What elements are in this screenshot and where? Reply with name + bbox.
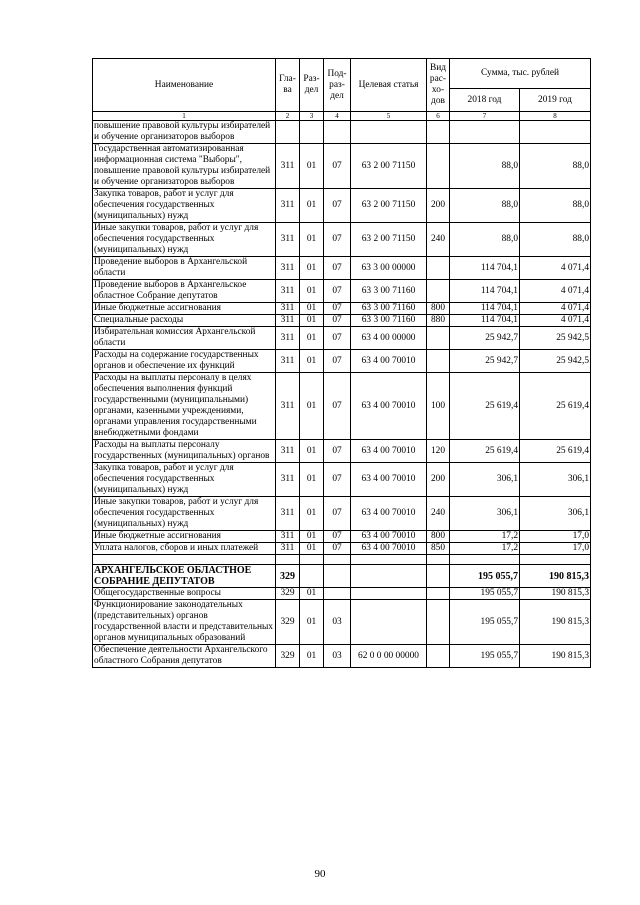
cell-sum-2019 [520,555,591,565]
cell-name: Расходы на выплаты персоналу в целях обеспечения выполнения функций государственными (муниципальными) органами, казенными учреждениями, органами управления государственными внебюджетными фондами [93,373,276,440]
cell-glava: 311 [276,144,300,189]
cell-podrazdel: 03 [324,600,351,645]
cell-expense-type [427,588,450,600]
table-body [93,121,591,668]
cell-sum-2018: 195 055,7 [450,600,520,645]
page-number: 90 [314,868,326,880]
cell-podrazdel: 07 [324,497,351,531]
cell-sum-2019: 190 815,3 [520,645,591,668]
cell-sum-2018: 306,1 [450,463,520,497]
cell-name: повышение правовой культуры избирателей и обучение организаторов выборов [93,121,276,144]
cell-razdel [300,565,324,588]
column-number: 6 [427,112,450,121]
cell-sum-2019: 4 071,4 [520,303,591,315]
cell-name: Иные закупки товаров, работ и услуг для обеспечения государственных (муниципальных) нужд [93,497,276,531]
header-sum: Сумма, тыс. рублей [450,59,591,89]
cell-expense-type: 240 [427,497,450,531]
cell-razdel: 01 [300,588,324,600]
cell-sum-2018 [450,555,520,565]
cell-razdel: 01 [300,315,324,327]
cell-sum-2019: 17,0 [520,543,591,555]
cell-expense-type: 800 [427,531,450,543]
header-row [93,59,591,89]
cell-target-article: 63 4 00 70010 [351,373,427,440]
cell-razdel: 01 [300,497,324,531]
cell-target-article: 63 4 00 70010 [351,463,427,497]
cell-razdel: 01 [300,645,324,668]
cell-name: Проведение выборов в Архангельское областное Собрание депутатов [93,280,276,303]
cell-name: Иные закупки товаров, работ и услуг для обеспечения государственных (муниципальных) нужд [93,223,276,257]
table-row [93,531,591,543]
cell-target-article: 63 4 00 70010 [351,543,427,555]
header-podrazdel: Под-раз-дел [324,59,351,112]
cell-target-article [351,600,427,645]
table-row [93,463,591,497]
budget-table [92,58,591,668]
cell-expense-type: 850 [427,543,450,555]
cell-target-article: 62 0 0 00 00000 [351,645,427,668]
table-row [93,327,591,350]
cell-sum-2019: 25 942,5 [520,350,591,373]
cell-sum-2019: 17,0 [520,531,591,543]
cell-razdel [300,555,324,565]
cell-razdel: 01 [300,440,324,463]
cell-name: Расходы на содержание государственных органов и обеспечение их функций [93,350,276,373]
cell-glava: 311 [276,315,300,327]
cell-razdel: 01 [300,303,324,315]
table-row [93,303,591,315]
cell-razdel: 01 [300,280,324,303]
cell-glava: 311 [276,497,300,531]
cell-glava: 311 [276,463,300,497]
cell-sum-2018: 25 619,4 [450,373,520,440]
cell-razdel: 01 [300,257,324,280]
cell-glava: 311 [276,327,300,350]
cell-target-article: 63 2 00 71150 [351,144,427,189]
table-row [93,600,591,645]
cell-target-article: 63 4 00 00000 [351,327,427,350]
column-number: 1 [93,112,276,121]
table-row [93,223,591,257]
cell-glava: 311 [276,223,300,257]
cell-name: Уплата налогов, сборов и иных платежей [93,543,276,555]
cell-name: Общегосударственные вопросы [93,588,276,600]
cell-podrazdel: 07 [324,144,351,189]
table-row [93,189,591,223]
cell-glava: 311 [276,303,300,315]
header-razdel: Раз-дел [300,59,324,112]
cell-razdel: 01 [300,350,324,373]
column-number: 2 [276,112,300,121]
cell-podrazdel [324,565,351,588]
cell-podrazdel [324,121,351,144]
table-row [93,144,591,189]
cell-podrazdel: 07 [324,189,351,223]
cell-target-article: 63 4 00 70010 [351,440,427,463]
cell-target-article: 63 3 00 00000 [351,257,427,280]
cell-name: Иные бюджетные ассигнования [93,303,276,315]
table-row [93,440,591,463]
table-row [93,543,591,555]
cell-podrazdel: 07 [324,303,351,315]
cell-razdel: 01 [300,189,324,223]
cell-sum-2018: 114 704,1 [450,257,520,280]
cell-sum-2018: 306,1 [450,497,520,531]
cell-sum-2019: 25 942,5 [520,327,591,350]
cell-sum-2019 [520,121,591,144]
cell-sum-2019: 190 815,3 [520,588,591,600]
cell-target-article: 63 2 00 71150 [351,223,427,257]
cell-expense-type [427,645,450,668]
table-row [93,645,591,668]
cell-target-article: 63 2 00 71150 [351,189,427,223]
cell-sum-2018: 88,0 [450,223,520,257]
cell-sum-2019: 190 815,3 [520,600,591,645]
cell-sum-2018: 195 055,7 [450,565,520,588]
cell-podrazdel: 07 [324,440,351,463]
cell-expense-type: 240 [427,223,450,257]
cell-podrazdel [324,588,351,600]
cell-name: АРХАНГЕЛЬСКОЕ ОБЛАСТНОЕ СОБРАНИЕ ДЕПУТАТОВ [93,565,276,588]
cell-sum-2018: 88,0 [450,189,520,223]
cell-sum-2019: 88,0 [520,223,591,257]
cell-razdel: 01 [300,543,324,555]
table-row [93,373,591,440]
table-row [93,280,591,303]
cell-glava [276,555,300,565]
cell-expense-type [427,121,450,144]
cell-expense-type [427,280,450,303]
cell-sum-2019: 4 071,4 [520,280,591,303]
cell-podrazdel: 03 [324,645,351,668]
cell-podrazdel: 07 [324,350,351,373]
cell-expense-type [427,600,450,645]
cell-name: Специальные расходы [93,315,276,327]
cell-target-article: 63 3 00 71160 [351,315,427,327]
cell-sum-2019: 4 071,4 [520,257,591,280]
cell-razdel: 01 [300,144,324,189]
table-row [93,565,591,588]
cell-glava: 311 [276,257,300,280]
cell-name [93,555,276,565]
cell-podrazdel: 07 [324,463,351,497]
cell-podrazdel: 07 [324,280,351,303]
cell-podrazdel: 07 [324,543,351,555]
column-number: 4 [324,112,351,121]
cell-sum-2018: 114 704,1 [450,303,520,315]
cell-razdel: 01 [300,463,324,497]
header-target-article: Целевая статья [351,59,427,112]
header-name: Наименование [93,59,276,112]
cell-podrazdel: 07 [324,373,351,440]
cell-name: Закупка товаров, работ и услуг для обеспечения государственных (муниципальных) нужд [93,463,276,497]
header-year-2019: 2019 год [520,89,591,112]
cell-expense-type: 120 [427,440,450,463]
table-row [93,121,591,144]
cell-sum-2019: 306,1 [520,497,591,531]
table-row [93,257,591,280]
cell-sum-2018: 88,0 [450,144,520,189]
cell-podrazdel: 07 [324,257,351,280]
table-row [93,497,591,531]
table-row [93,588,591,600]
cell-expense-type: 200 [427,189,450,223]
cell-target-article: 63 3 00 71160 [351,303,427,315]
column-number: 3 [300,112,324,121]
cell-sum-2018 [450,121,520,144]
cell-sum-2018: 25 619,4 [450,440,520,463]
column-number-row [93,112,591,121]
cell-podrazdel: 07 [324,531,351,543]
cell-podrazdel [324,555,351,565]
cell-razdel: 01 [300,531,324,543]
cell-sum-2018: 195 055,7 [450,645,520,668]
cell-sum-2018: 25 942,7 [450,350,520,373]
cell-podrazdel: 07 [324,327,351,350]
cell-sum-2019: 88,0 [520,144,591,189]
cell-sum-2018: 17,2 [450,531,520,543]
cell-expense-type [427,144,450,189]
cell-razdel: 01 [300,373,324,440]
cell-expense-type: 800 [427,303,450,315]
cell-name: Иные бюджетные ассигнования [93,531,276,543]
cell-name: Функционирование законодательных (представительных) органов государственной власти и представительных органов муниципальных образований [93,600,276,645]
cell-podrazdel: 07 [324,315,351,327]
cell-sum-2018: 114 704,1 [450,280,520,303]
cell-name: Закупка товаров, работ и услуг для обеспечения государственных (муниципальных) нужд [93,189,276,223]
cell-sum-2018: 17,2 [450,543,520,555]
cell-glava: 311 [276,440,300,463]
cell-target-article [351,588,427,600]
cell-sum-2019: 25 619,4 [520,373,591,440]
cell-target-article: 63 4 00 70010 [351,531,427,543]
cell-sum-2018: 195 055,7 [450,588,520,600]
cell-expense-type: 880 [427,315,450,327]
table-row [93,555,591,565]
cell-glava: 329 [276,588,300,600]
header-expense-type: Вид рас-хо-дов [427,59,450,112]
cell-expense-type: 100 [427,373,450,440]
cell-glava: 311 [276,373,300,440]
cell-razdel [300,121,324,144]
cell-expense-type [427,257,450,280]
table-row [93,315,591,327]
cell-expense-type [427,565,450,588]
cell-razdel: 01 [300,223,324,257]
header-glava: Гла-ва [276,59,300,112]
cell-podrazdel: 07 [324,223,351,257]
cell-sum-2019: 88,0 [520,189,591,223]
cell-name: Государственная автоматизированная информационная система "Выборы", повышение правовой культуры избирателей и обучение организаторов выборов [93,144,276,189]
cell-glava: 311 [276,189,300,223]
cell-target-article [351,565,427,588]
cell-expense-type [427,327,450,350]
cell-sum-2019: 306,1 [520,463,591,497]
cell-glava: 311 [276,531,300,543]
cell-sum-2019: 190 815,3 [520,565,591,588]
cell-sum-2018: 25 942,7 [450,327,520,350]
cell-glava: 329 [276,600,300,645]
cell-glava [276,121,300,144]
cell-sum-2019: 25 619,4 [520,440,591,463]
column-number: 8 [520,112,591,121]
table-row [93,350,591,373]
cell-target-article: 63 4 00 70010 [351,497,427,531]
cell-glava: 311 [276,280,300,303]
column-number: 7 [450,112,520,121]
cell-name: Избирательная комиссия Архангельской области [93,327,276,350]
cell-expense-type: 200 [427,463,450,497]
cell-razdel: 01 [300,327,324,350]
header-year-2018: 2018 год [450,89,520,112]
cell-glava: 311 [276,350,300,373]
cell-target-article: 63 3 00 71160 [351,280,427,303]
cell-target-article [351,121,427,144]
cell-target-article [351,555,427,565]
column-number: 5 [351,112,427,121]
cell-glava: 311 [276,543,300,555]
cell-target-article: 63 4 00 70010 [351,350,427,373]
cell-razdel: 01 [300,600,324,645]
cell-sum-2018: 114 704,1 [450,315,520,327]
cell-expense-type [427,350,450,373]
cell-glava: 329 [276,565,300,588]
cell-name: Расходы на выплаты персоналу государственных (муниципальных) органов [93,440,276,463]
cell-name: Проведение выборов в Архангельской области [93,257,276,280]
cell-sum-2019: 4 071,4 [520,315,591,327]
cell-name: Обеспечение деятельности Архангельского областного Собрания депутатов [93,645,276,668]
cell-expense-type [427,555,450,565]
cell-glava: 329 [276,645,300,668]
